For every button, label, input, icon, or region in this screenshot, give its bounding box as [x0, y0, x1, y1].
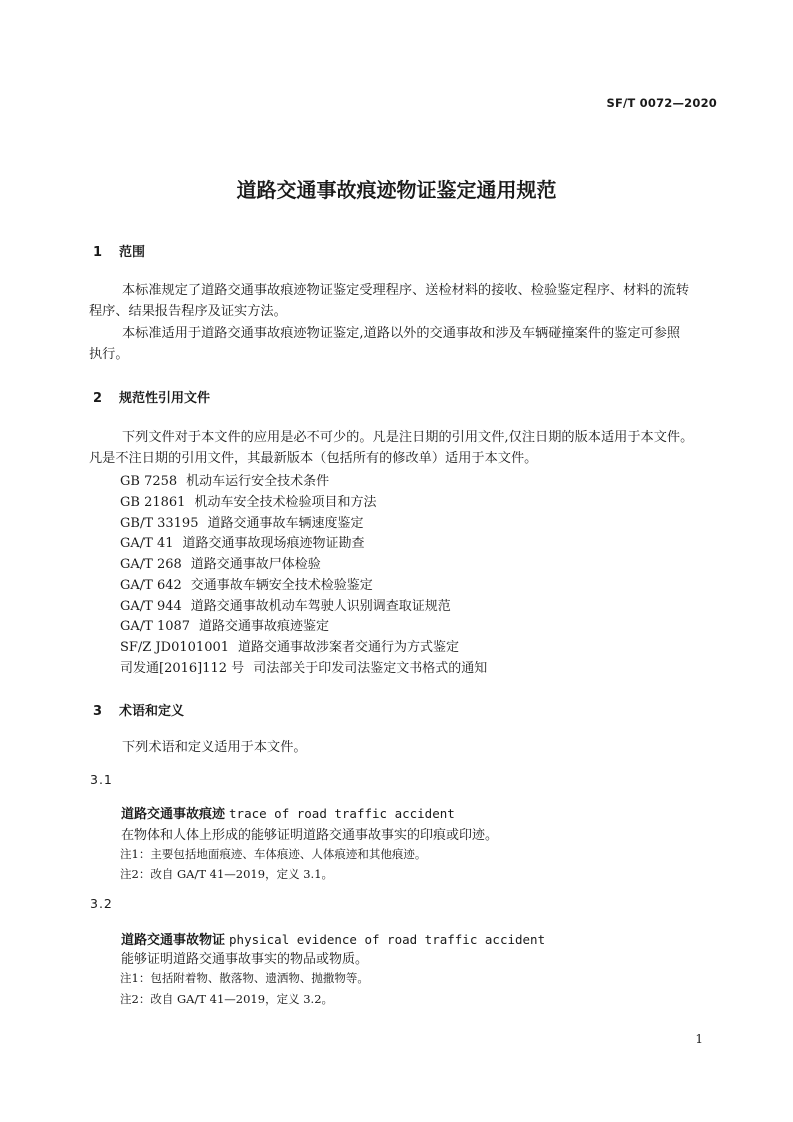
reference-code: GB 21861	[120, 495, 186, 510]
reference-item	[120, 595, 451, 614]
reference-item	[120, 636, 459, 655]
section-3-number: 3	[93, 704, 103, 719]
reference-name: 司法部关于印发司法鉴定文书格式的通知	[253, 661, 488, 676]
reference-code: GA/T 642	[120, 578, 182, 593]
term-note: 注2：改自 GA/T 41—2019，定义 3.1。	[120, 867, 334, 881]
section-2-title: 规范性引用文件	[119, 391, 211, 406]
document-title: 道路交通事故痕迹物证鉴定通用规范	[236, 178, 557, 202]
reference-code: GB 7258	[120, 474, 178, 489]
reference-code: GB/T 33195	[120, 516, 199, 531]
reference-item	[120, 532, 365, 551]
term-name-zh: 道路交通事故物证	[121, 933, 226, 948]
section-3-intro: 下列术语和定义适用于本文件。	[122, 740, 307, 755]
term-number: 3.2	[90, 896, 113, 911]
standard-code: SF/T 0072—2020	[606, 96, 717, 110]
section-1-para1-line1: 本标准规定了道路交通事故痕迹物证鉴定受理程序、送检材料的接收、检验鉴定程序、材料的流转	[122, 283, 690, 298]
reference-item	[120, 491, 376, 510]
term-heading	[121, 803, 455, 822]
term-name-zh: 道路交通事故痕迹	[121, 807, 226, 822]
section-1-para2-line2: 执行。	[89, 347, 129, 362]
reference-code: GA/T 268	[120, 557, 182, 572]
reference-name: 机动车运行安全技术条件	[186, 474, 330, 489]
reference-item	[120, 512, 364, 531]
reference-name: 机动车安全技术检验项目和方法	[194, 495, 377, 510]
reference-item	[120, 470, 329, 489]
reference-item	[120, 657, 487, 676]
reference-name: 道路交通事故涉案者交通行为方式鉴定	[238, 640, 460, 655]
reference-name: 道路交通事故现场痕迹物证勘查	[182, 536, 365, 551]
reference-name: 道路交通事故车辆速度鉴定	[207, 516, 364, 531]
reference-name: 道路交通事故尸体检验	[190, 557, 321, 572]
reference-item	[120, 615, 329, 634]
reference-name: 道路交通事故痕迹鉴定	[199, 619, 330, 634]
term-definition: 能够证明道路交通事故事实的物品或物质。	[121, 952, 369, 967]
section-2-heading	[93, 387, 210, 406]
reference-code: GA/T 1087	[120, 619, 191, 634]
section-3-title: 术语和定义	[119, 704, 185, 719]
reference-code: GA/T 41	[120, 536, 174, 551]
section-1-heading	[93, 241, 145, 260]
reference-code: 司发通[2016]112 号	[120, 661, 245, 676]
reference-item	[120, 574, 373, 593]
section-1-number: 1	[93, 245, 103, 260]
term-note: 注2：改自 GA/T 41—2019，定义 3.2。	[120, 992, 334, 1006]
reference-name: 交通事故车辆安全技术检验鉴定	[190, 578, 373, 593]
term-number: 3.1	[90, 772, 113, 787]
term-definition: 在物体和人体上形成的能够证明道路交通事故事实的印痕或印迹。	[121, 828, 499, 843]
section-1-para2-line1: 本标准适用于道路交通事故痕迹物证鉴定,道路以外的交通事故和涉及车辆碰撞案件的鉴定可参照	[122, 326, 681, 341]
section-2-number: 2	[93, 391, 103, 406]
term-name-en: physical evidence of road traffic accident	[229, 932, 546, 947]
section-1-para1-line2: 程序、结果报告程序及证实方法。	[89, 304, 287, 319]
term-heading	[121, 929, 545, 948]
term-note: 注1：包括附着物、散落物、遗洒物、抛撒物等。	[120, 971, 369, 985]
page-number: 1	[695, 1032, 703, 1046]
term-note: 注1：主要包括地面痕迹、车体痕迹、人体痕迹和其他痕迹。	[120, 847, 427, 861]
section-2-intro-line2: 凡是不注日期的引用文件，其最新版本（包括所有的修改单）适用于本文件。	[89, 451, 538, 466]
term-name-en: trace of road traffic accident	[229, 806, 455, 821]
reference-name: 道路交通事故机动车驾驶人识别调查取证规范	[190, 599, 451, 614]
section-3-heading	[93, 700, 184, 719]
section-2-intro-line1: 下列文件对于本文件的应用是必不可少的。凡是注日期的引用文件,仅注日期的版本适用于本文件。	[122, 430, 694, 445]
reference-code: GA/T 944	[120, 599, 182, 614]
reference-code: SF/Z JD0101001	[120, 640, 230, 655]
reference-item	[120, 553, 321, 572]
section-1-title: 范围	[119, 245, 146, 260]
